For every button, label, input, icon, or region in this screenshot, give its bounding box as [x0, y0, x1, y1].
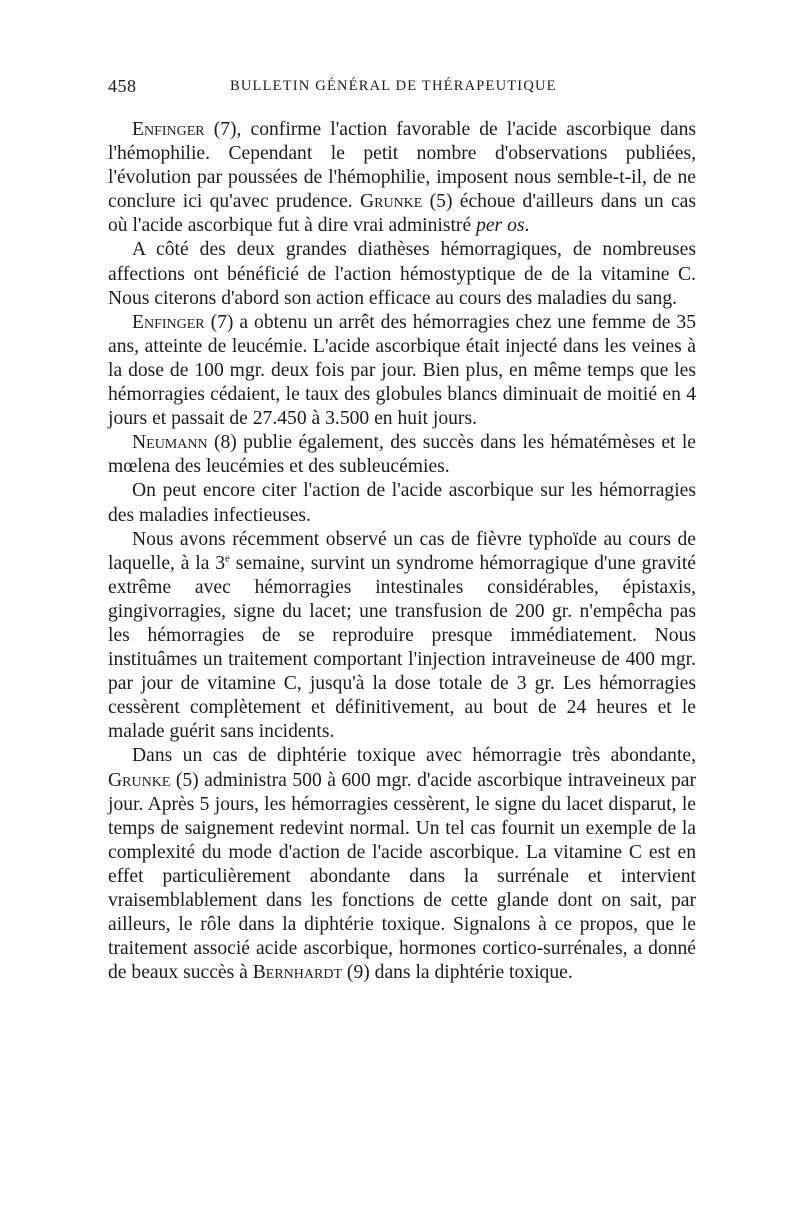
author-name: Enfinger	[132, 119, 205, 140]
paragraph-text: Dans un cas de diphtérie toxique avec hémorragie très abondante,	[132, 745, 696, 767]
paragraph-text: (8) publie également, des succès dans les hématémèses et le mœlena des leucémies et des subleucémies.	[108, 432, 696, 478]
paragraph-text: On peut encore citer l'action de l'acide ascorbique sur les hémorragies des maladies infectieuses.	[108, 480, 696, 526]
paragraph-text: semaine, survint un syndrome hémorragique d'une gravité extrême avec hémorragies intestinales considérables, épistaxis, gingivorragies, signe du lacet; une transfusion de 200 gr. n'empêcha pas les hémorragies de se reproduire presque immédiatement. Nous instituâmes un traitement comportant l'injection intraveineuse de 400 mgr. par jour de vitamine C, jusqu'à la dose totale de 3 gr. Les hémorragies cessèrent complètement et définitivement, au bout de 24 heures et le malade guérit sans incidents.	[108, 552, 696, 743]
italic-phrase: per os	[476, 215, 525, 237]
author-name: Grunke	[108, 769, 171, 791]
author-name: Neumann	[132, 432, 208, 454]
paragraph-6	[108, 528, 696, 745]
page-number: 458	[108, 76, 137, 96]
body-text	[108, 118, 696, 985]
paragraph-text: (5) échoue d'ailleurs dans un cas où l'acide ascorbique fut à dire vrai administré	[108, 191, 696, 237]
ordinal-superscript: e	[225, 552, 230, 565]
author-name: Enfinger	[132, 311, 205, 333]
paragraph-2	[108, 238, 696, 310]
paragraph-3	[108, 311, 696, 431]
paragraph-4	[108, 431, 696, 479]
paragraph-text: .	[524, 215, 530, 237]
paragraph-text: (7), confirme l'action favorable de l'acide ascorbique dans l'hémophilie. Cependant le petit nombre d'observations publiées, l'évolution par poussées de l'hémophilie, imposent nous semble-t-il, de ne conclure ici qu'avec prudence.	[108, 119, 696, 213]
paragraph-7	[108, 744, 696, 985]
document-page	[108, 72, 696, 985]
paragraph-text: Nous avons récemment observé un cas de fièvre typhoïde au cours de laquelle, à la 3	[108, 528, 696, 574]
paragraph-text: (9) dans la diphtérie toxique.	[342, 962, 573, 984]
paragraph-1	[108, 118, 696, 238]
page-header	[108, 72, 696, 102]
paragraph-text: (7) a obtenu un arrêt des hémorragies chez une femme de 35 ans, atteinte de leucémie. L'acide ascorbique était injecté dans les veines à la dose de 100 mgr. deux fois par jour. Bien plus, en même temps que les hémorragies cédaient, le taux des globules blancs diminuait de moitié en 4 jours et passait de 27.450 à 3.500 en huit jours.	[108, 311, 696, 430]
paragraph-text: A côté des deux grandes diathèses hémorragiques, de nombreuses affections ont bénéficié de l'action hémostyptique de de la vitamine C. Nous citerons d'abord son action efficace au cours des maladies du sang.	[108, 239, 696, 309]
author-name: Grunke	[359, 191, 423, 213]
running-title: BULLETIN GÉNÉRAL DE THÉRAPEUTIQUE	[230, 78, 557, 94]
paragraph-text: (5) administra 500 à 600 mgr. d'acide ascorbique intraveineux par jour. Après 5 jours, les hémorragies cessèrent, le signe du lacet disparut, le temps de saignement redevint normal. Un tel cas fournit un exemple de la complexité du mode d'action de l'acide ascorbique. La vitamine C est en effet particulièrement abondante dans la surrénale et intervient vraisemblablement dans les fonctions de cette glande dont on sait, par ailleurs, le rôle dans la diphtérie toxique. Signalons à ce propos, que le traitement associé acide ascorbique, hormones cortico-surrénales, a donné de beaux succès à	[108, 769, 696, 984]
author-name: Bernhardt	[252, 962, 343, 984]
paragraph-5	[108, 479, 696, 527]
